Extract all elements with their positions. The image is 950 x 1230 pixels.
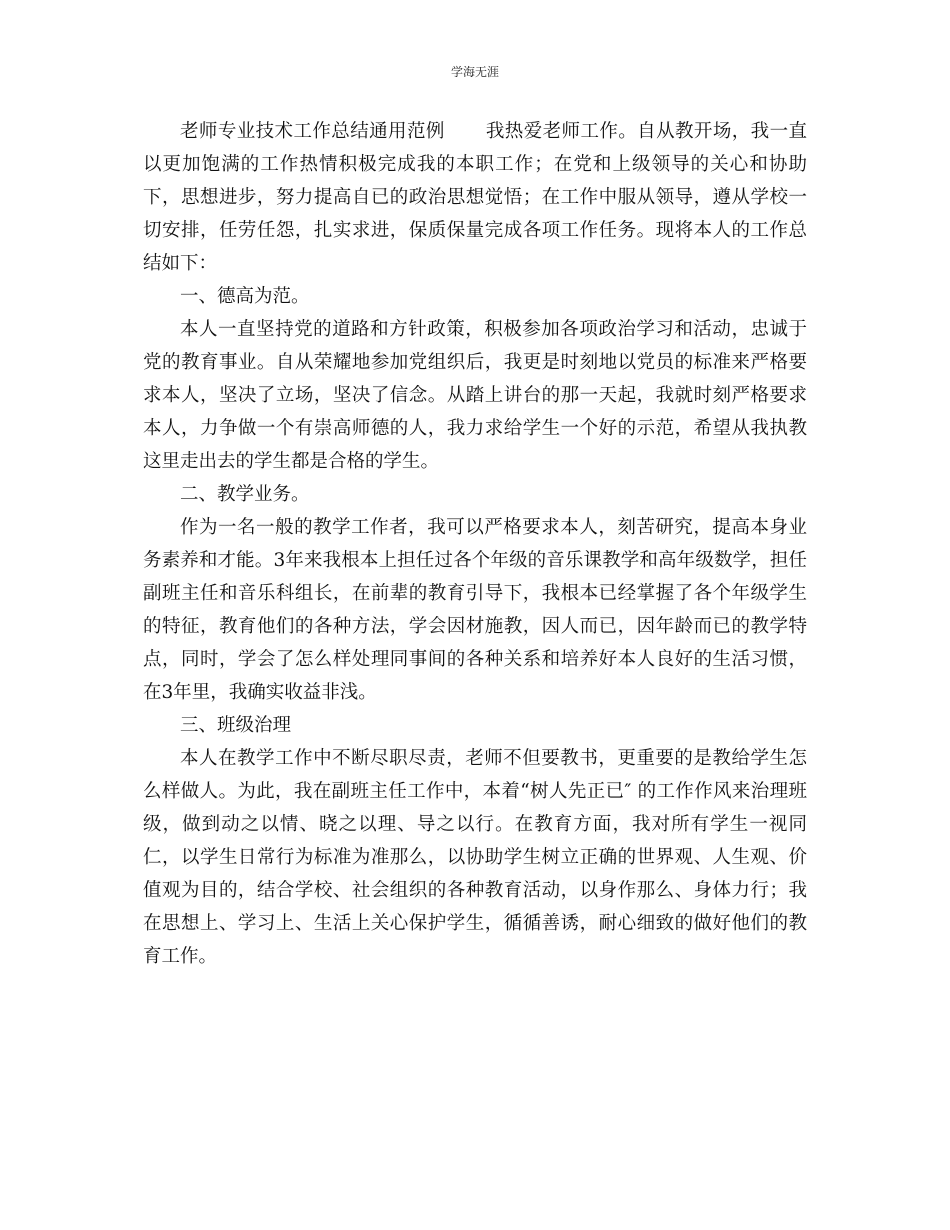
section-paragraph-1: 本人一直坚持党的道路和方针政策，积极参加各项政治学习和活动，忠诚于党的教育事业。自从荣耀地参加党组织后，我更是时刻地以党员的标准来严格要求本人，坚决了立场，坚决了信念。从踏上讲台的那一天起，我就时刻严格要求本人，力争做一个有崇高师德的人，我力求给学生一个好的示范，希望从我执教这里走出去的学生都是合格的学生。 bbox=[143, 319, 807, 472]
intro-text: 我热爱老师工作。自从教开场，我一直以更加饱满的工作热情积极完成我的本职工作；在党和上级领导的关心和协助下，思想进步，努力提高自已的政治思想觉悟；在工作中服从领导，遵从学校一切安排，任劳任怨，扎实求进，保质保量完成各项工作任务。现将本人的工作总结如下： bbox=[143, 121, 807, 274]
document-body bbox=[143, 115, 807, 973]
section-heading-3: 三、班级治理 bbox=[180, 715, 292, 736]
page-header: 学海无涯 bbox=[450, 65, 499, 79]
intro-paragraph bbox=[143, 115, 807, 280]
document-title: 老师专业技术工作总结通用范例 bbox=[180, 121, 445, 142]
section-paragraph-3: 本人在教学工作中不断尽职尽责，老师不但要教书，更重要的是教给学生怎么样做人。为此，我在副班主任工作中，本着“树人先正已″ 的工作作风来治理班级，做到动之以情、晓之以理、导之以行。在教育方面，我对所有学生一视同仁，以学生日常行为标准为准那么，以协助学生树立正确的世界观、人生观、价值观为目的，结合学校、社会组织的各种教育活动，以身作那么、身体力行；我在思想上、学习上、生活上关心保护学生，循循善诱，耐心细致的做好他们的教育工作。 bbox=[143, 748, 807, 967]
section-heading-2: 二、教学业务。 bbox=[180, 484, 310, 505]
section-paragraph-2: 作为一名一般的教学工作者，我可以严格要求本人，刻苦研究，提高本身业务素养和才能。3年来我根本上担任过各个年级的音乐课教学和高年级数学，担任副班主任和音乐科组长，在前辈的教育引导下，我根本已经掌握了各个年级学生的特征，教育他们的各种方法，学会因材施教，因人而已，因年龄而已的教学特点，同时，学会了怎么样处理同事间的各种关系和培养好本人良好的生活习惯，在3年里，我确实收益非浅。 bbox=[143, 517, 807, 703]
section-heading-1: 一、德高为范。 bbox=[180, 286, 310, 307]
